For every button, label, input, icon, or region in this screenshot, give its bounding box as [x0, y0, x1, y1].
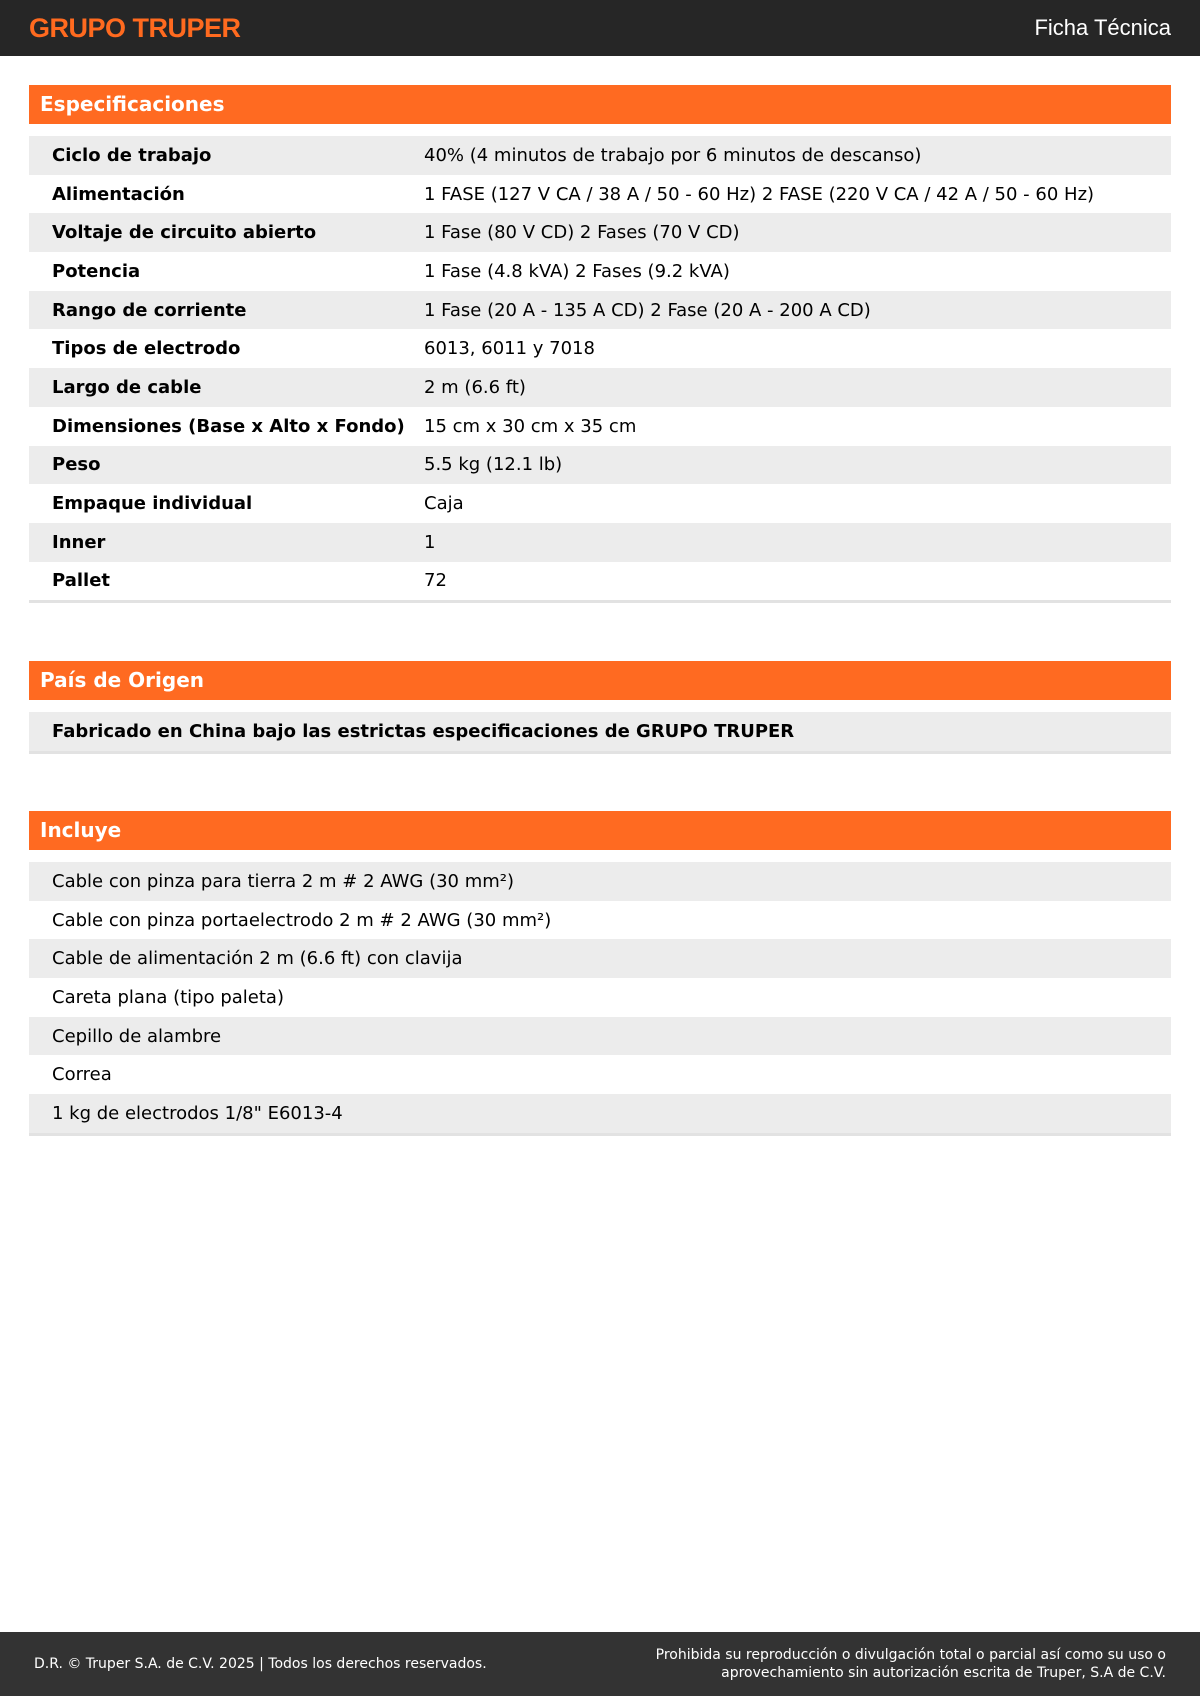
spec-value: 40% (4 minutos de trabajo por 6 minutos de descanso)	[424, 144, 922, 166]
spec-value: 1 Fase (20 A - 135 A CD) 2 Fase (20 A - 200 A CD)	[424, 299, 871, 321]
legal-notice	[656, 1646, 1166, 1682]
footer	[0, 1632, 1200, 1696]
list-item	[29, 939, 1171, 978]
spec-key: Voltaje de circuito abierto	[52, 222, 317, 244]
origin-section	[29, 661, 1171, 754]
spec-key: Peso	[52, 454, 101, 476]
origin-table	[29, 712, 1171, 754]
spec-key: Alimentación	[52, 183, 185, 205]
list-item	[29, 862, 1171, 901]
spec-row	[29, 562, 1171, 601]
include-item-text: Cable con pinza para tierra 2 m # 2 AWG (30 mm²)	[52, 870, 515, 892]
spec-value: 1 Fase (80 V CD) 2 Fases (70 V CD)	[424, 222, 740, 244]
origin-text: Fabricado en China bajo las estrictas especificaciones de GRUPO TRUPER	[52, 720, 795, 742]
origin-row	[29, 712, 1171, 751]
spec-row	[29, 175, 1171, 214]
spec-key: Rango de corriente	[52, 299, 247, 321]
spec-key: Largo de cable	[52, 376, 202, 398]
spec-key: Empaque individual	[52, 493, 253, 515]
specifications-header: Especificaciones	[29, 85, 1171, 124]
legal-line-1: Prohibida su reproducción o divulgación total o parcial así como su uso o	[655, 1647, 1166, 1663]
spec-row	[29, 291, 1171, 330]
includes-list	[29, 862, 1171, 1136]
spec-value: Caja	[424, 493, 464, 515]
list-item	[29, 1055, 1171, 1094]
copyright-text: D.R. © Truper S.A. de C.V. 2025 | Todos los derechos reservados.	[34, 1656, 487, 1672]
includes-header: Incluye	[29, 811, 1171, 850]
spec-row	[29, 523, 1171, 562]
spec-key: Inner	[52, 531, 106, 553]
list-item	[29, 901, 1171, 940]
spec-key: Tipos de electrodo	[52, 338, 241, 360]
include-item-text: Cepillo de alambre	[52, 1025, 222, 1047]
include-item-text: Cable con pinza portaelectrodo 2 m # 2 AWG (30 mm²)	[52, 909, 552, 931]
spec-value: 72	[424, 570, 447, 592]
spec-key: Ciclo de trabajo	[52, 144, 212, 166]
spec-row	[29, 484, 1171, 523]
specifications-section	[29, 85, 1171, 603]
legal-line-2: aprovechamiento sin autorización escrita de Truper, S.A de C.V.	[721, 1665, 1166, 1681]
spec-row	[29, 213, 1171, 252]
spec-row	[29, 252, 1171, 291]
include-item-text: 1 kg de electrodos 1/8" E6013-4	[52, 1102, 343, 1124]
top-bar	[0, 0, 1200, 56]
spec-value: 1	[424, 531, 436, 553]
list-item	[29, 1094, 1171, 1133]
list-item	[29, 1017, 1171, 1056]
spec-value: 2 m (6.6 ft)	[424, 376, 526, 398]
spec-value: 6013, 6011 y 7018	[424, 338, 595, 360]
spec-value: 15 cm x 30 cm x 35 cm	[424, 415, 637, 437]
includes-section	[29, 811, 1171, 1136]
list-item	[29, 978, 1171, 1017]
include-item-text: Cable de alimentación 2 m (6.6 ft) con clavija	[52, 948, 463, 970]
spec-row	[29, 407, 1171, 446]
origin-header: País de Origen	[29, 661, 1171, 700]
spec-row	[29, 368, 1171, 407]
spec-row	[29, 446, 1171, 485]
specifications-table	[29, 136, 1171, 603]
spec-key: Pallet	[52, 570, 111, 592]
spec-key: Dimensiones (Base x Alto x Fondo)	[52, 415, 405, 437]
spec-row	[29, 329, 1171, 368]
spec-key: Potencia	[52, 260, 141, 282]
spec-value: 1 FASE (127 V CA / 38 A / 50 - 60 Hz) 2 FASE (220 V CA / 42 A / 50 - 60 Hz)	[424, 183, 1095, 205]
company-logo: GRUPO TRUPER	[29, 12, 241, 43]
spec-row	[29, 136, 1171, 175]
include-item-text: Correa	[52, 1064, 112, 1086]
spec-value: 1 Fase (4.8 kVA) 2 Fases (9.2 kVA)	[424, 260, 730, 282]
include-item-text: Careta plana (tipo paleta)	[52, 986, 284, 1008]
document-title: Ficha Técnica	[1034, 15, 1171, 40]
spec-value: 5.5 kg (12.1 lb)	[424, 454, 563, 476]
